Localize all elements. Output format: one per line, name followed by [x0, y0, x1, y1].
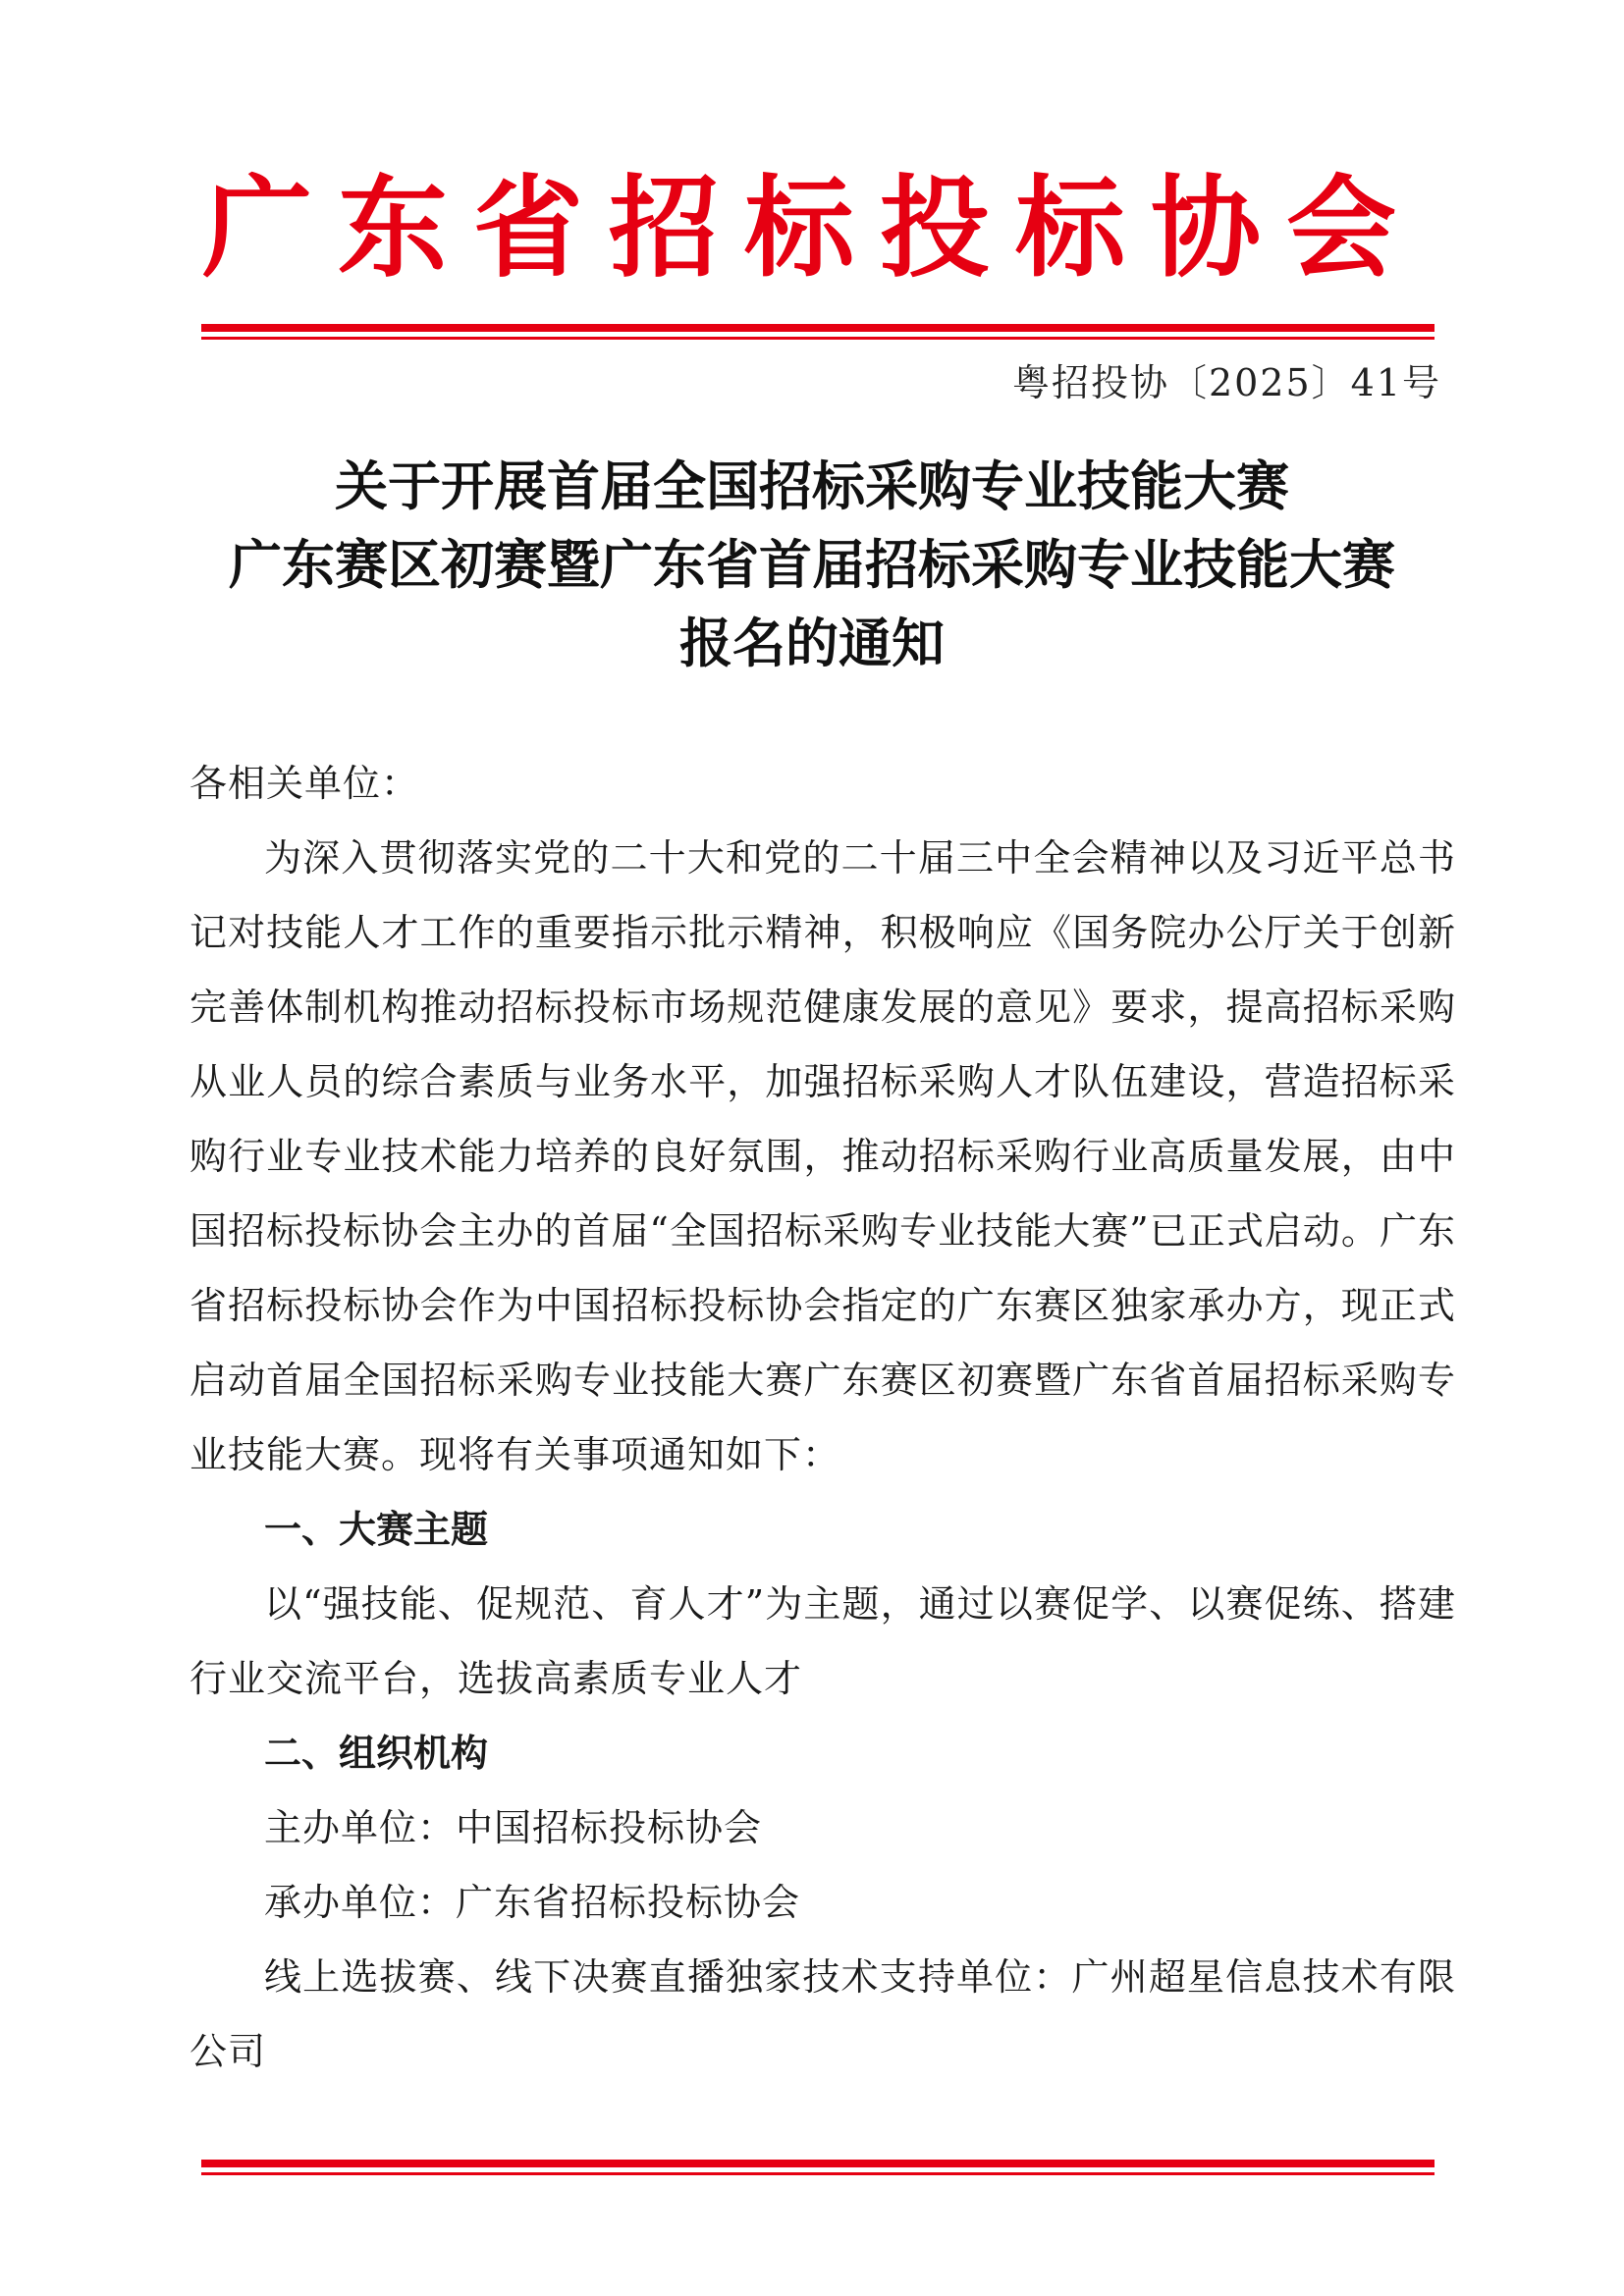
section-1-text: 以“强技能、促规范、育人才”为主题，通过以赛促学、以赛促练、搭建行业交流平台，选拔高素质专业人才: [189, 1582, 1456, 1700]
letterhead-organization-name: 广东省招标投标协会: [202, 164, 1422, 293]
tech-support-unit: 线上选拔赛、线下决赛直播独家技术支持单位：广州超星信息技术有限公司: [189, 1955, 1456, 2073]
footer-rule: [201, 2160, 1435, 2175]
letterhead-top-rule: [201, 324, 1435, 340]
document-body: [189, 746, 1456, 2089]
section-1-heading: 一、大赛主题: [264, 1508, 489, 1551]
section-2-heading: 二、组织机构: [264, 1732, 489, 1775]
organizer-unit: 承办单位：广东省招标投标协会: [264, 1881, 801, 1924]
title-line-2: 广东赛区初赛暨广东省首届招标采购专业技能大赛: [229, 533, 1395, 596]
document-title: [0, 447, 1624, 682]
document-number: 粤招投协〔2025〕41号: [1011, 361, 1441, 404]
intro-paragraph: 为深入贯彻落实党的二十大和党的二十届三中全会精神以及习近平总书记对技能人才工作的重要指示批示精神，积极响应《国务院办公厅关于创新完善体制机构推动招标投标市场规范健康发展的意见》要求，提高招标采购从业人员的综合素质与业务水平，加强招标采购人才队伍建设，营造招标采购行业专业技术能力培养的良好氛围，推动招标采购行业高质量发展，由中国招标投标协会主办的首届“全国招标采购专业技能大赛”已正式启动。广东省招标投标协会作为中国招标投标协会指定的广东赛区独家承办方，现正式启动首届全国招标采购专业技能大赛广东赛区初赛暨广东省首届招标采购专业技能大赛。现将有关事项通知如下：: [189, 836, 1456, 1476]
salutation: 各相关单位：: [189, 762, 420, 805]
title-line-3: 报名的通知: [679, 612, 945, 674]
host-unit: 主办单位：中国招标投标协会: [264, 1806, 763, 1849]
title-line-1: 关于开展首届全国招标采购专业技能大赛: [335, 454, 1289, 517]
